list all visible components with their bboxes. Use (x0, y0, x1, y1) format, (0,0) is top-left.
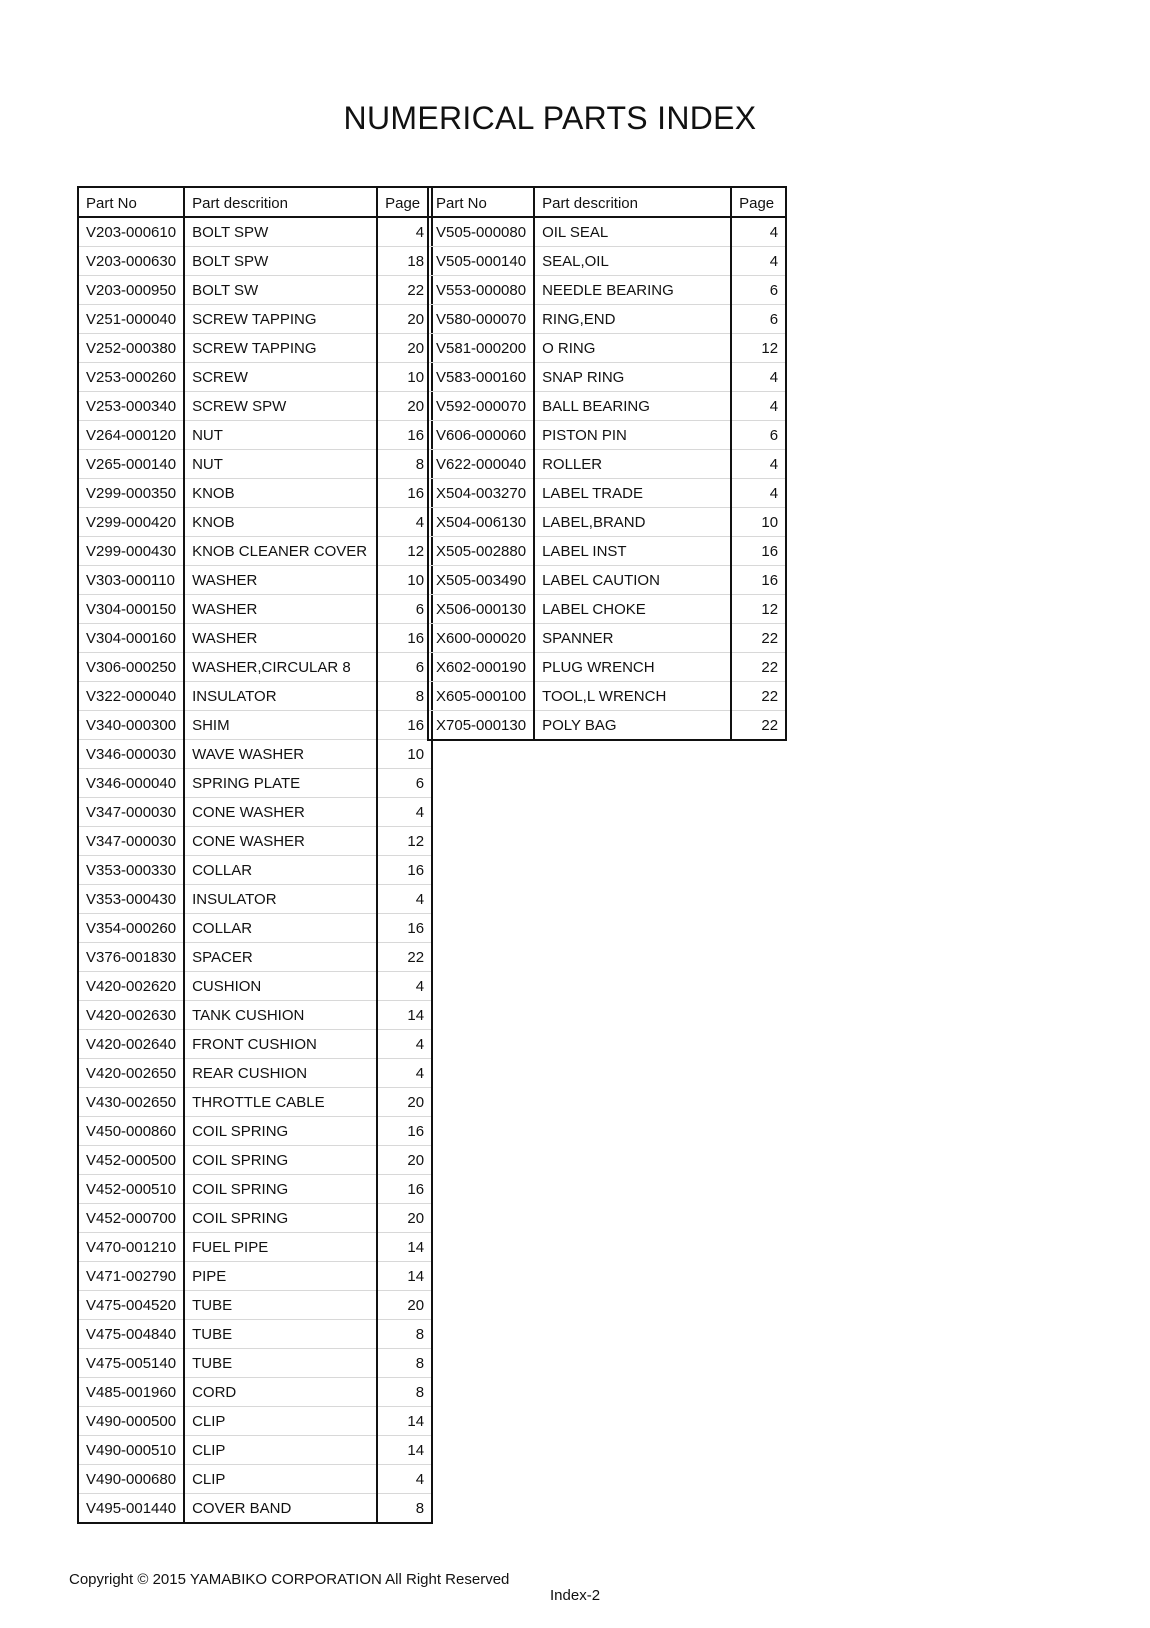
part-description-cell: BOLT SPW (184, 217, 377, 247)
table-row (78, 508, 432, 537)
part-number-cell: V203-000610 (78, 217, 184, 247)
part-number-cell: V495-001440 (78, 1494, 184, 1524)
page-cell: 16 (377, 421, 432, 450)
part-number-cell: V253-000260 (78, 363, 184, 392)
part-number-cell: V376-001830 (78, 943, 184, 972)
part-number-cell: V347-000030 (78, 827, 184, 856)
page-title: NUMERICAL PARTS INDEX (343, 100, 757, 136)
table-row (78, 1378, 432, 1407)
table-row (78, 1407, 432, 1436)
part-number-cell: V251-000040 (78, 305, 184, 334)
table-row (428, 217, 786, 247)
part-number-cell: V475-004840 (78, 1320, 184, 1349)
part-number-cell: V581-000200 (428, 334, 534, 363)
table-row (78, 914, 432, 943)
page-cell: 12 (377, 827, 432, 856)
header-page: Page (377, 187, 432, 217)
table-row (78, 566, 432, 595)
table-row (78, 943, 432, 972)
part-description-cell: FRONT CUSHION (184, 1030, 377, 1059)
part-number-cell: V450-000860 (78, 1117, 184, 1146)
page-cell: 16 (377, 479, 432, 508)
part-number-cell: V265-000140 (78, 450, 184, 479)
table-row (78, 711, 432, 740)
part-number-cell: V346-000030 (78, 740, 184, 769)
part-description-cell: TANK CUSHION (184, 1001, 377, 1030)
part-number-cell: X504-003270 (428, 479, 534, 508)
page-cell: 6 (731, 421, 786, 450)
table-row (78, 1001, 432, 1030)
page-cell: 14 (377, 1407, 432, 1436)
page-cell: 6 (731, 276, 786, 305)
part-number-cell: X605-000100 (428, 682, 534, 711)
part-description-cell: CLIP (184, 1465, 377, 1494)
part-description-cell: SCREW TAPPING (184, 334, 377, 363)
page-cell: 4 (731, 247, 786, 276)
part-description-cell: INSULATOR (184, 885, 377, 914)
part-number-cell: V490-000500 (78, 1407, 184, 1436)
part-number-cell: V303-000110 (78, 566, 184, 595)
table-row (428, 305, 786, 334)
part-description-cell: SPACER (184, 943, 377, 972)
table-row (78, 1262, 432, 1291)
table-row (428, 479, 786, 508)
table-row (78, 1320, 432, 1349)
page-cell: 22 (761, 716, 779, 734)
table-row (78, 305, 432, 334)
page-cell: 4 (731, 363, 786, 392)
part-description-cell: WAVE WASHER (184, 740, 377, 769)
page-cell: 16 (731, 537, 786, 566)
page-cell: 22 (731, 653, 786, 682)
part-number-cell: V452-000700 (78, 1204, 184, 1233)
page-cell: 16 (377, 624, 432, 653)
part-number-cell: V203-000630 (78, 247, 184, 276)
table-row (428, 392, 786, 421)
parts-table-left (77, 186, 433, 1524)
table-row (78, 1088, 432, 1117)
table-row (78, 276, 432, 305)
part-number-cell: V299-000350 (78, 479, 184, 508)
table-row (78, 1146, 432, 1175)
part-description-cell: KNOB (184, 508, 377, 537)
page-cell: 6 (377, 653, 432, 682)
part-description-cell: PISTON PIN (534, 421, 731, 450)
table-row (428, 247, 786, 276)
page-cell: 4 (377, 508, 432, 537)
page-cell: 4 (731, 217, 786, 247)
part-number-cell: V592-000070 (428, 392, 534, 421)
page-cell: 12 (377, 537, 432, 566)
table-row (428, 537, 786, 566)
part-description-cell: SPANNER (534, 624, 731, 653)
part-description-cell: REAR CUSHION (184, 1059, 377, 1088)
part-number-cell: V471-002790 (78, 1262, 184, 1291)
part-number-cell: V347-000030 (78, 798, 184, 827)
part-number-cell: V490-000510 (78, 1436, 184, 1465)
part-number-cell: V490-000680 (78, 1465, 184, 1494)
table-row (428, 508, 786, 537)
part-description-cell: THROTTLE CABLE (184, 1088, 377, 1117)
part-number-cell: V505-000140 (428, 247, 534, 276)
part-description-cell: COLLAR (184, 856, 377, 885)
page-cell: 16 (377, 711, 432, 740)
part-description-cell: O RING (534, 334, 731, 363)
part-description-cell: TUBE (184, 1349, 377, 1378)
part-number-cell: X705-000130 (428, 711, 534, 741)
part-description-cell: WASHER (184, 566, 377, 595)
part-description-cell: LABEL TRADE (534, 479, 731, 508)
part-description-cell: WASHER (184, 595, 377, 624)
page-cell: 6 (377, 769, 432, 798)
page-cell: 4 (731, 450, 786, 479)
part-description-cell: NUT (184, 450, 377, 479)
page-cell: 4 (731, 392, 786, 421)
table-row (428, 595, 786, 624)
part-number-cell: V252-000380 (78, 334, 184, 363)
part-description-cell: NEEDLE BEARING (534, 276, 731, 305)
page-cell: 8 (377, 1320, 432, 1349)
part-number-cell: V420-002650 (78, 1059, 184, 1088)
page-cell: 20 (377, 334, 432, 363)
table-row (78, 247, 432, 276)
parts-table-right-body (428, 217, 786, 740)
part-description-cell: COLLAR (184, 914, 377, 943)
part-number-cell: X506-000130 (428, 595, 534, 624)
part-number-cell: V452-000510 (78, 1175, 184, 1204)
part-number-cell: X602-000190 (428, 653, 534, 682)
part-description-cell: TUBE (184, 1291, 377, 1320)
part-description-cell: COIL SPRING (184, 1175, 377, 1204)
part-description-cell: WASHER (184, 624, 377, 653)
part-description-cell: NUT (184, 421, 377, 450)
page-cell: 14 (377, 1233, 432, 1262)
part-description-cell: TOOL,L WRENCH (534, 682, 731, 711)
page-cell: 4 (377, 972, 432, 1001)
table-row (428, 711, 786, 741)
table-row (78, 1349, 432, 1378)
table-row (78, 1291, 432, 1320)
page-number: Index-2 (550, 1587, 601, 1604)
table-row (78, 769, 432, 798)
part-number-cell: V583-000160 (428, 363, 534, 392)
table-row (78, 1233, 432, 1262)
table-row (78, 479, 432, 508)
page-cell: 16 (731, 566, 786, 595)
part-number-cell: V470-001210 (78, 1233, 184, 1262)
part-number-cell: V505-000080 (428, 217, 534, 247)
part-description-cell: COIL SPRING (184, 1117, 377, 1146)
part-number-cell: V299-000420 (78, 508, 184, 537)
part-number-cell: V485-001960 (78, 1378, 184, 1407)
part-description-cell: ROLLER (534, 450, 731, 479)
part-number-cell: V452-000500 (78, 1146, 184, 1175)
page-cell: 14 (377, 1001, 432, 1030)
table-row (78, 740, 432, 769)
part-description-cell: CORD (184, 1378, 377, 1407)
page-cell: 4 (377, 1465, 432, 1494)
part-description-cell: KNOB CLEANER COVER (184, 537, 377, 566)
page-cell: 6 (377, 595, 432, 624)
part-description-cell: SNAP RING (534, 363, 731, 392)
part-number-cell: V353-000430 (78, 885, 184, 914)
part-number-cell: X505-002880 (428, 537, 534, 566)
part-description-cell: FUEL PIPE (184, 1233, 377, 1262)
part-description-cell: SCREW (184, 363, 377, 392)
part-description-cell: PIPE (184, 1262, 377, 1291)
part-number-cell: X504-006130 (428, 508, 534, 537)
part-description-cell: TUBE (184, 1320, 377, 1349)
page-cell: 16 (377, 856, 432, 885)
page-cell: 4 (377, 1030, 432, 1059)
table-row (78, 1204, 432, 1233)
header-page: Page (731, 187, 786, 217)
page-cell: 22 (731, 682, 786, 711)
table-row (78, 827, 432, 856)
page-cell: 22 (377, 276, 432, 305)
header-part-description: Part descrition (184, 187, 377, 217)
page-cell: 16 (377, 914, 432, 943)
page-cell: 14 (377, 1436, 432, 1465)
header-part-description: Part descrition (534, 187, 731, 217)
table-row (78, 421, 432, 450)
part-number-cell: V353-000330 (78, 856, 184, 885)
part-description-cell: LABEL CAUTION (534, 566, 731, 595)
part-description-cell: COVER BAND (184, 1494, 377, 1524)
table-row (78, 856, 432, 885)
table-row (78, 595, 432, 624)
table-row (78, 885, 432, 914)
page-cell: 8 (377, 1349, 432, 1378)
part-description-cell: SCREW SPW (184, 392, 377, 421)
table-row (428, 682, 786, 711)
part-number-cell: V622-000040 (428, 450, 534, 479)
table-row (428, 566, 786, 595)
part-number-cell: V420-002630 (78, 1001, 184, 1030)
page-cell: 10 (731, 508, 786, 537)
part-description-cell: LABEL,BRAND (534, 508, 731, 537)
part-description-cell: SCREW TAPPING (184, 305, 377, 334)
page-cell: 20 (377, 392, 432, 421)
part-number-cell: V346-000040 (78, 769, 184, 798)
part-description-cell: LABEL INST (534, 537, 731, 566)
page-cell: 6 (731, 305, 786, 334)
table-row (428, 334, 786, 363)
part-description-cell: CONE WASHER (184, 798, 377, 827)
table-row (78, 624, 432, 653)
table-row (428, 276, 786, 305)
table-row (428, 363, 786, 392)
page-cell: 20 (377, 1204, 432, 1233)
part-description-cell: LABEL CHOKE (534, 595, 731, 624)
part-number-cell: V420-002640 (78, 1030, 184, 1059)
page-cell: 20 (377, 1088, 432, 1117)
page-cell: 4 (377, 217, 432, 247)
part-description-cell: BALL BEARING (534, 392, 731, 421)
part-description-cell: KNOB (184, 479, 377, 508)
part-number-cell: V306-000250 (78, 653, 184, 682)
part-description-cell: SEAL,OIL (534, 247, 731, 276)
page-cell: 8 (377, 1378, 432, 1407)
table-row (78, 392, 432, 421)
page-cell: 4 (377, 885, 432, 914)
table-row (78, 217, 432, 247)
part-number-cell: X505-003490 (428, 566, 534, 595)
part-number-cell: V606-000060 (428, 421, 534, 450)
table-row (78, 653, 432, 682)
table-row (428, 421, 786, 450)
page-cell: 14 (377, 1262, 432, 1291)
page-cell: 18 (377, 247, 432, 276)
table-row (78, 450, 432, 479)
part-number-cell: V253-000340 (78, 392, 184, 421)
page-cell: 20 (377, 1291, 432, 1320)
part-description-cell: INSULATOR (184, 682, 377, 711)
page-cell: 8 (415, 1499, 425, 1517)
part-description-cell: SPRING PLATE (184, 769, 377, 798)
table-header-row (428, 187, 786, 217)
page-cell: 12 (731, 334, 786, 363)
table-row (78, 798, 432, 827)
page-cell: 20 (377, 1146, 432, 1175)
table-row (78, 363, 432, 392)
page-cell: 12 (731, 595, 786, 624)
part-number-cell: V322-000040 (78, 682, 184, 711)
part-description-cell: CUSHION (184, 972, 377, 1001)
part-number-cell: V580-000070 (428, 305, 534, 334)
part-description-cell: CLIP (184, 1436, 377, 1465)
page-cell: 10 (377, 566, 432, 595)
table-row (78, 1494, 432, 1524)
page-cell: 4 (731, 479, 786, 508)
part-number-cell: V304-000160 (78, 624, 184, 653)
page-cell: 10 (377, 740, 432, 769)
part-number-cell: V354-000260 (78, 914, 184, 943)
part-description-cell: OIL SEAL (534, 217, 731, 247)
page-cell: 16 (377, 1175, 432, 1204)
part-description-cell: BOLT SPW (184, 247, 377, 276)
part-description-cell: BOLT SW (184, 276, 377, 305)
page-cell: 4 (377, 798, 432, 827)
part-description-cell: COIL SPRING (184, 1146, 377, 1175)
part-number-cell: V475-004520 (78, 1291, 184, 1320)
parts-table-left-body (78, 217, 432, 1523)
page-cell: 16 (377, 1117, 432, 1146)
part-number-cell: V340-000300 (78, 711, 184, 740)
table-row (78, 1175, 432, 1204)
page-cell: 22 (377, 943, 432, 972)
page-cell: 4 (377, 1059, 432, 1088)
part-number-cell: V430-002650 (78, 1088, 184, 1117)
part-number-cell: X600-000020 (428, 624, 534, 653)
table-row (78, 1030, 432, 1059)
header-part-no: Part No (78, 187, 184, 217)
copyright-notice: Copyright © 2015 YAMABIKO CORPORATION All Right Reserved (69, 1571, 510, 1588)
part-description-cell: CONE WASHER (184, 827, 377, 856)
page-cell: 8 (377, 682, 432, 711)
table-row (78, 1059, 432, 1088)
part-number-cell: V475-005140 (78, 1349, 184, 1378)
part-description-cell: POLY BAG (534, 711, 731, 741)
part-description-cell: RING,END (534, 305, 731, 334)
table-row (78, 1117, 432, 1146)
table-header-row (78, 187, 432, 217)
table-row (428, 450, 786, 479)
page-cell: 8 (377, 450, 432, 479)
part-description-cell: PLUG WRENCH (534, 653, 731, 682)
table-row (428, 653, 786, 682)
table-row (428, 624, 786, 653)
parts-table-right (427, 186, 787, 741)
part-description-cell: SHIM (184, 711, 377, 740)
table-row (78, 334, 432, 363)
table-row (78, 1465, 432, 1494)
part-number-cell: V299-000430 (78, 537, 184, 566)
header-part-no: Part No (428, 187, 534, 217)
part-number-cell: V553-000080 (428, 276, 534, 305)
part-number-cell: V420-002620 (78, 972, 184, 1001)
part-number-cell: V304-000150 (78, 595, 184, 624)
page-cell: 10 (377, 363, 432, 392)
part-description-cell: COIL SPRING (184, 1204, 377, 1233)
table-row (78, 1436, 432, 1465)
part-description-cell: CLIP (184, 1407, 377, 1436)
table-row (78, 972, 432, 1001)
part-number-cell: V264-000120 (78, 421, 184, 450)
part-description-cell: WASHER,CIRCULAR 8 (184, 653, 377, 682)
table-row (78, 682, 432, 711)
part-number-cell: V203-000950 (78, 276, 184, 305)
page-cell: 20 (377, 305, 432, 334)
table-row (78, 537, 432, 566)
page-cell: 22 (731, 624, 786, 653)
